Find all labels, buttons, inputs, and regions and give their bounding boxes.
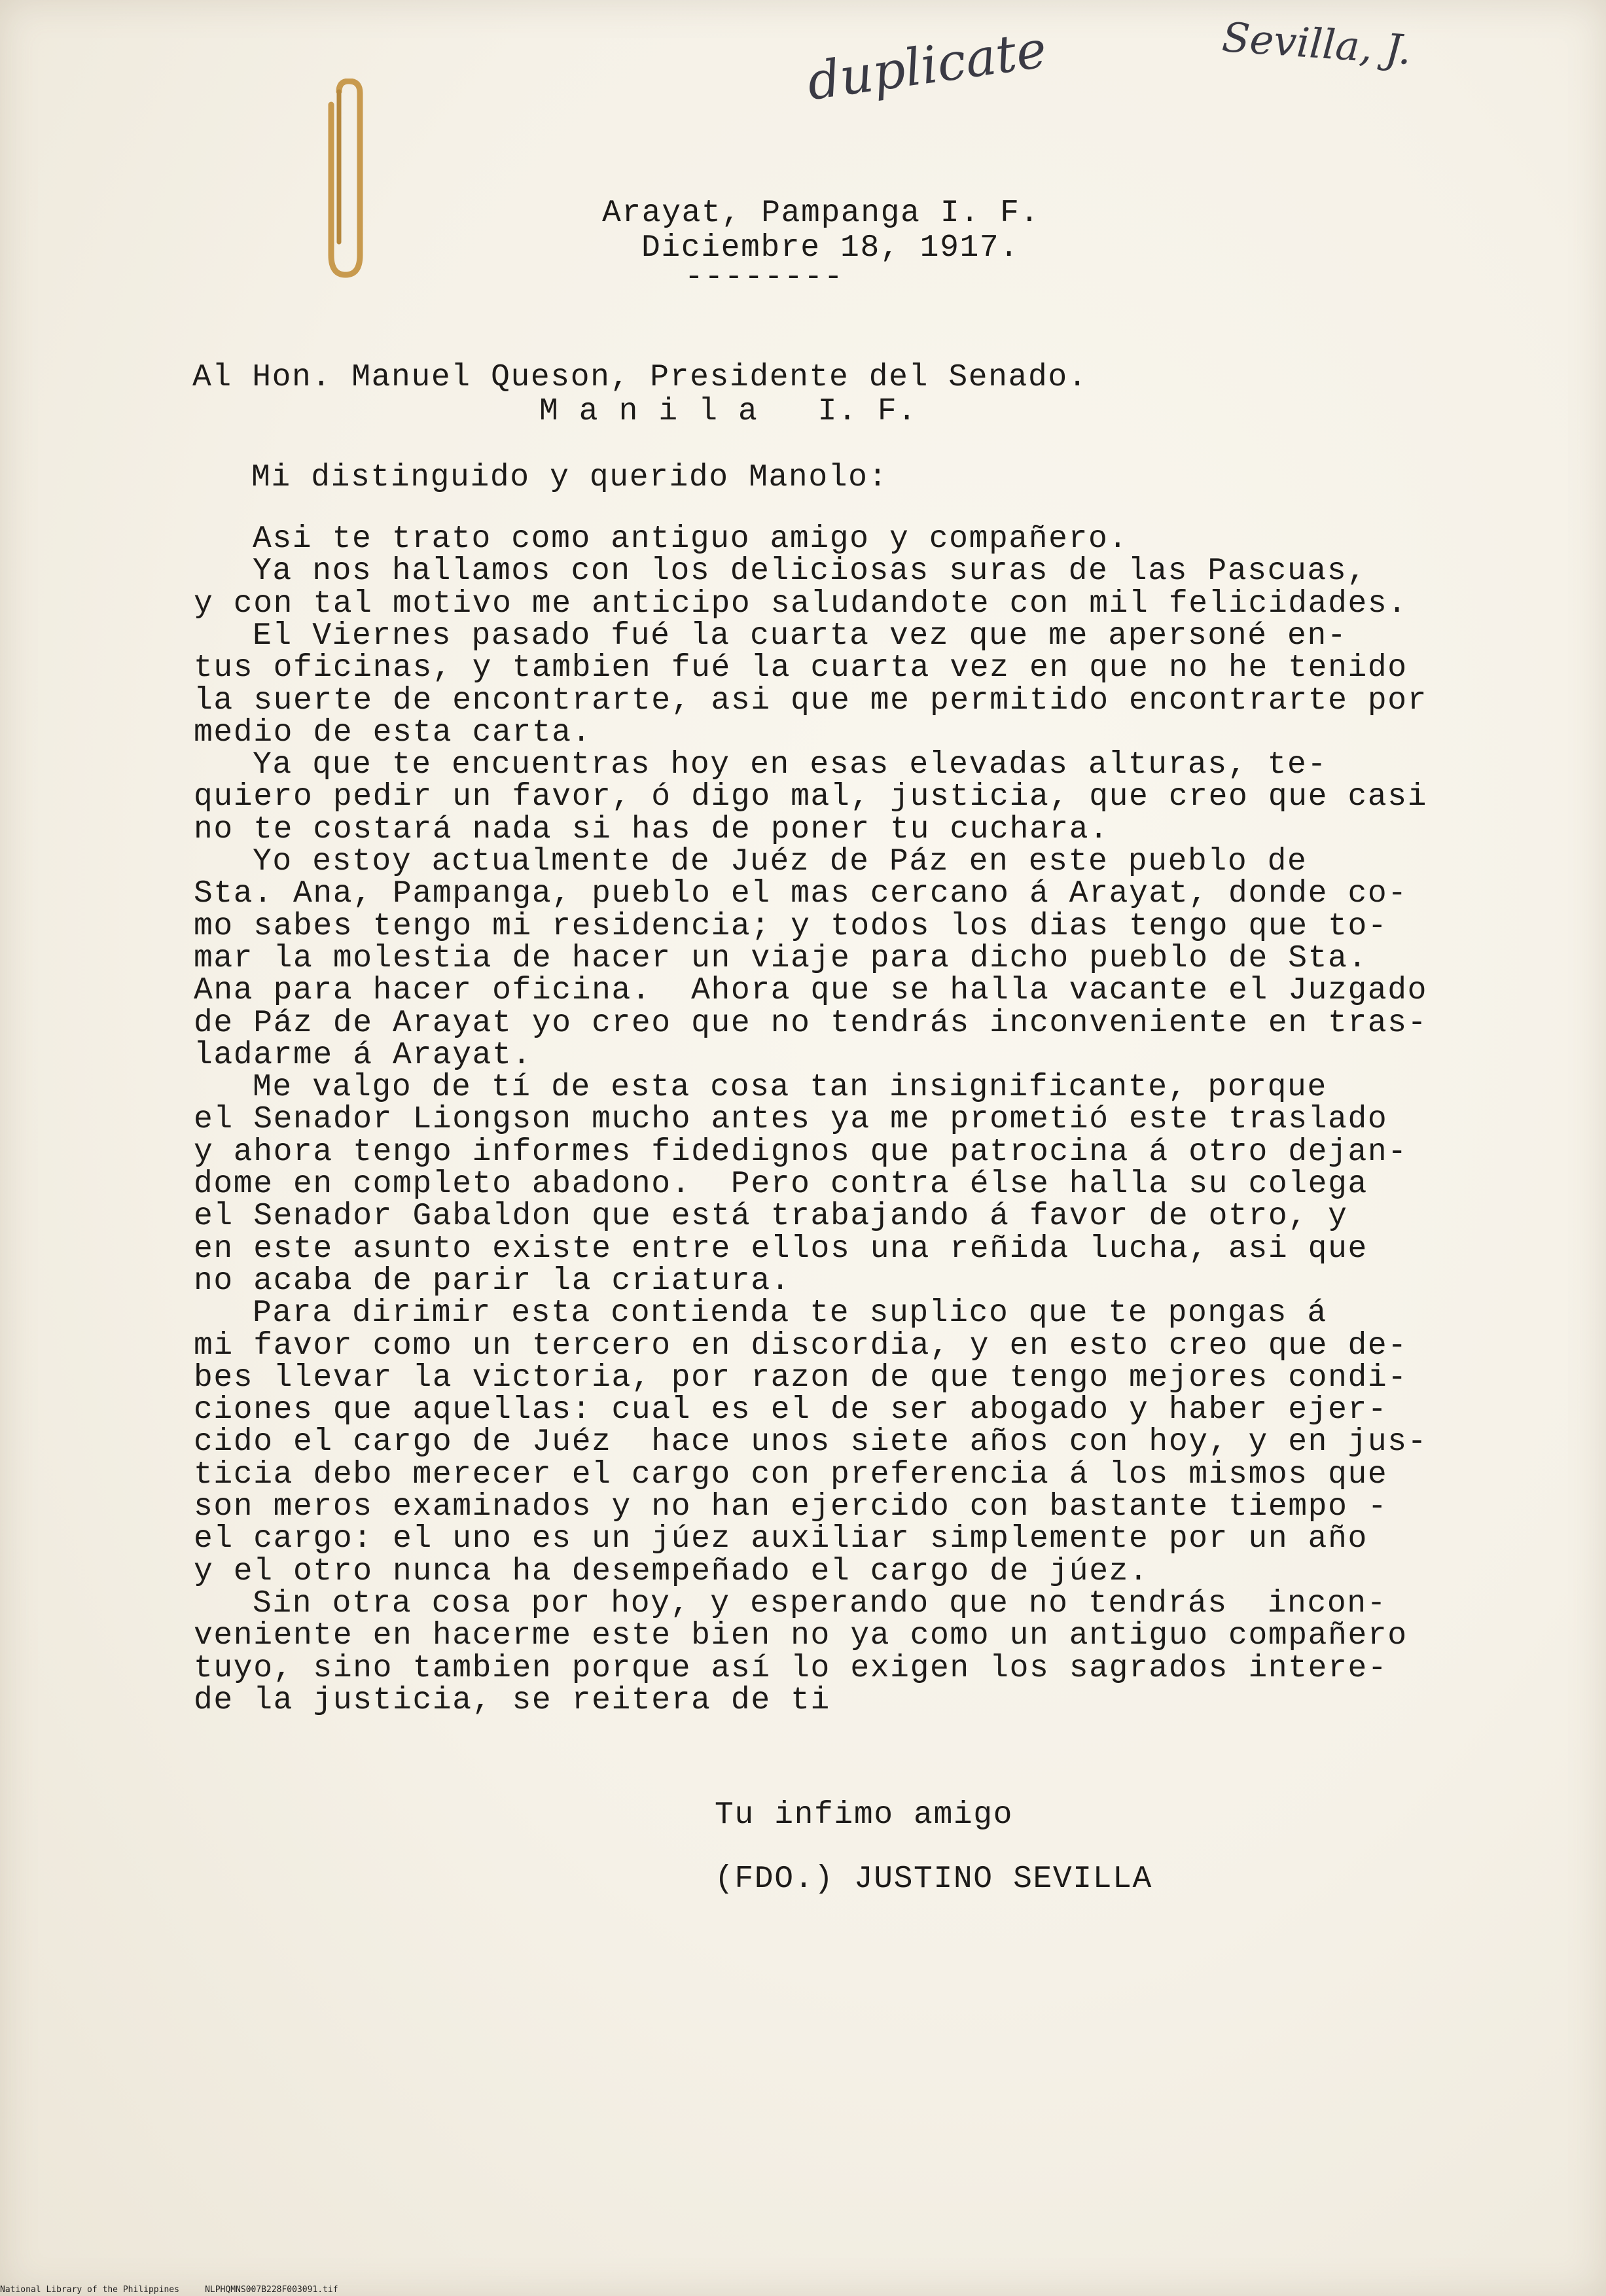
body-line: bes llevar la victoria, por razon de que tengo mejores condi-: [194, 1360, 1408, 1396]
paper-clip-icon: [319, 79, 378, 281]
body-line: Ya nos hallamos con los deliciosas suras de las Pascuas,: [253, 554, 1367, 589]
body-line: y el otro nunca ha desempeñado el cargo de júez.: [194, 1554, 1149, 1589]
scan-footer: [0, 2285, 338, 2295]
body-line: y ahora tengo informes fidedignos que patrocina á otro dejan-: [194, 1135, 1408, 1170]
body-line: el Senador Gabaldon que está trabajando á favor de otro, y: [194, 1199, 1348, 1234]
duplicate-annotation: duplicate: [804, 20, 1050, 113]
body-line: no acaba de parir la criatura.: [194, 1263, 791, 1299]
body-line: Yo estoy actualmente de Juéz de Páz en este pueblo de: [253, 844, 1308, 879]
footer-file-id: NLPHQMNS007B228F003091.tif: [205, 2285, 338, 2295]
body-line: de Páz de Arayat yo creo que no tendrás inconveniente en tras-: [194, 1006, 1428, 1041]
body-line: veniente en hacerme este bien no ya como un antiguo compañero: [194, 1618, 1408, 1653]
body-line: mar la molestia de hacer un viaje para dicho pueblo de Sta.: [194, 941, 1368, 976]
sevilla-annotation: Sevilla, J.: [1220, 13, 1414, 75]
body-line: tuyo, sino tambien porque así lo exigen los sagrados intere-: [194, 1651, 1388, 1686]
body-line: quiero pedir un favor, ó digo mal, justicia, que creo que casi: [194, 779, 1428, 815]
body-line: Ya que te encuentras hoy en esas elevadas alturas, te-: [253, 747, 1327, 783]
address-line-2: M a n i l a I. F.: [539, 394, 918, 429]
footer-library: National Library of the Philippines: [0, 2285, 179, 2295]
body-line: mo sabes tengo mi residencia; y todos los dias tengo que to-: [194, 909, 1388, 944]
body-line: mi favor como un tercero en discordia, y en esto creo que de-: [194, 1328, 1408, 1364]
body-line: Me valgo de tí de esta cosa tan insignificante, porque: [253, 1070, 1327, 1105]
letter-date: Diciembre 18, 1917.: [641, 230, 1020, 266]
body-line: y con tal motivo me anticipo saludandote con mil felicidades.: [194, 586, 1408, 622]
body-line: son meros examinados y no han ejercido con bastante tiempo -: [194, 1489, 1388, 1525]
body-line: el Senador Liongson mucho antes ya me prometió este traslado: [194, 1102, 1388, 1137]
body-line: ticia debo merecer el cargo con preferencia á los mismos que: [194, 1457, 1388, 1492]
letter-place: Arayat, Pampanga I. F.: [602, 196, 1040, 231]
signature: (FDO.) JUSTINO SEVILLA: [715, 1862, 1152, 1897]
body-line: medio de esta carta.: [194, 715, 592, 751]
body-line: ciones que aquellas: cual es el de ser abogado y haber ejer-: [194, 1392, 1388, 1428]
body-line: el cargo: el uno es un júez auxiliar simplemente por un año: [194, 1521, 1368, 1557]
body-line: El Viernes pasado fué la cuarta vez que me apersoné en-: [253, 618, 1347, 654]
body-line: Para dirimir esta contienda te suplico que te pongas á: [253, 1296, 1327, 1331]
closing: Tu infimo amigo: [715, 1797, 1014, 1833]
salutation: Mi distinguido y querido Manolo:: [251, 460, 888, 495]
body-line: Ana para hacer oficina. Ahora que se halla vacante el Juzgado: [194, 973, 1428, 1008]
header-rule: --------: [685, 260, 844, 295]
body-line: ladarme á Arayat.: [194, 1038, 532, 1073]
body-line: en este asunto existe entre ellos una reñida lucha, asi que: [194, 1231, 1368, 1267]
body-line: Sta. Ana, Pampanga, pueblo el mas cercano á Arayat, donde co-: [194, 876, 1408, 911]
body-line: tus oficinas, y tambien fué la cuarta vez en que no he tenido: [194, 650, 1408, 686]
body-line: cido el cargo de Juéz hace unos siete años con hoy, y en jus-: [194, 1424, 1428, 1460]
body-line: de la justicia, se reitera de ti: [194, 1683, 830, 1718]
body-line: la suerte de encontrarte, asi que me permitido encontrarte por: [194, 683, 1428, 718]
body-line: Sin otra cosa por hoy, y esperando que no tendrás incon-: [253, 1586, 1387, 1621]
body-line: no te costará nada si has de poner tu cuchara.: [194, 812, 1109, 847]
body-line: dome en completo abadono. Pero contra élse halla su colega: [194, 1167, 1368, 1202]
address-line-1: Al Hon. Manuel Queson, Presidente del Senado.: [192, 360, 1088, 395]
body-line: Asi te trato como antiguo amigo y compañero.: [253, 521, 1128, 557]
